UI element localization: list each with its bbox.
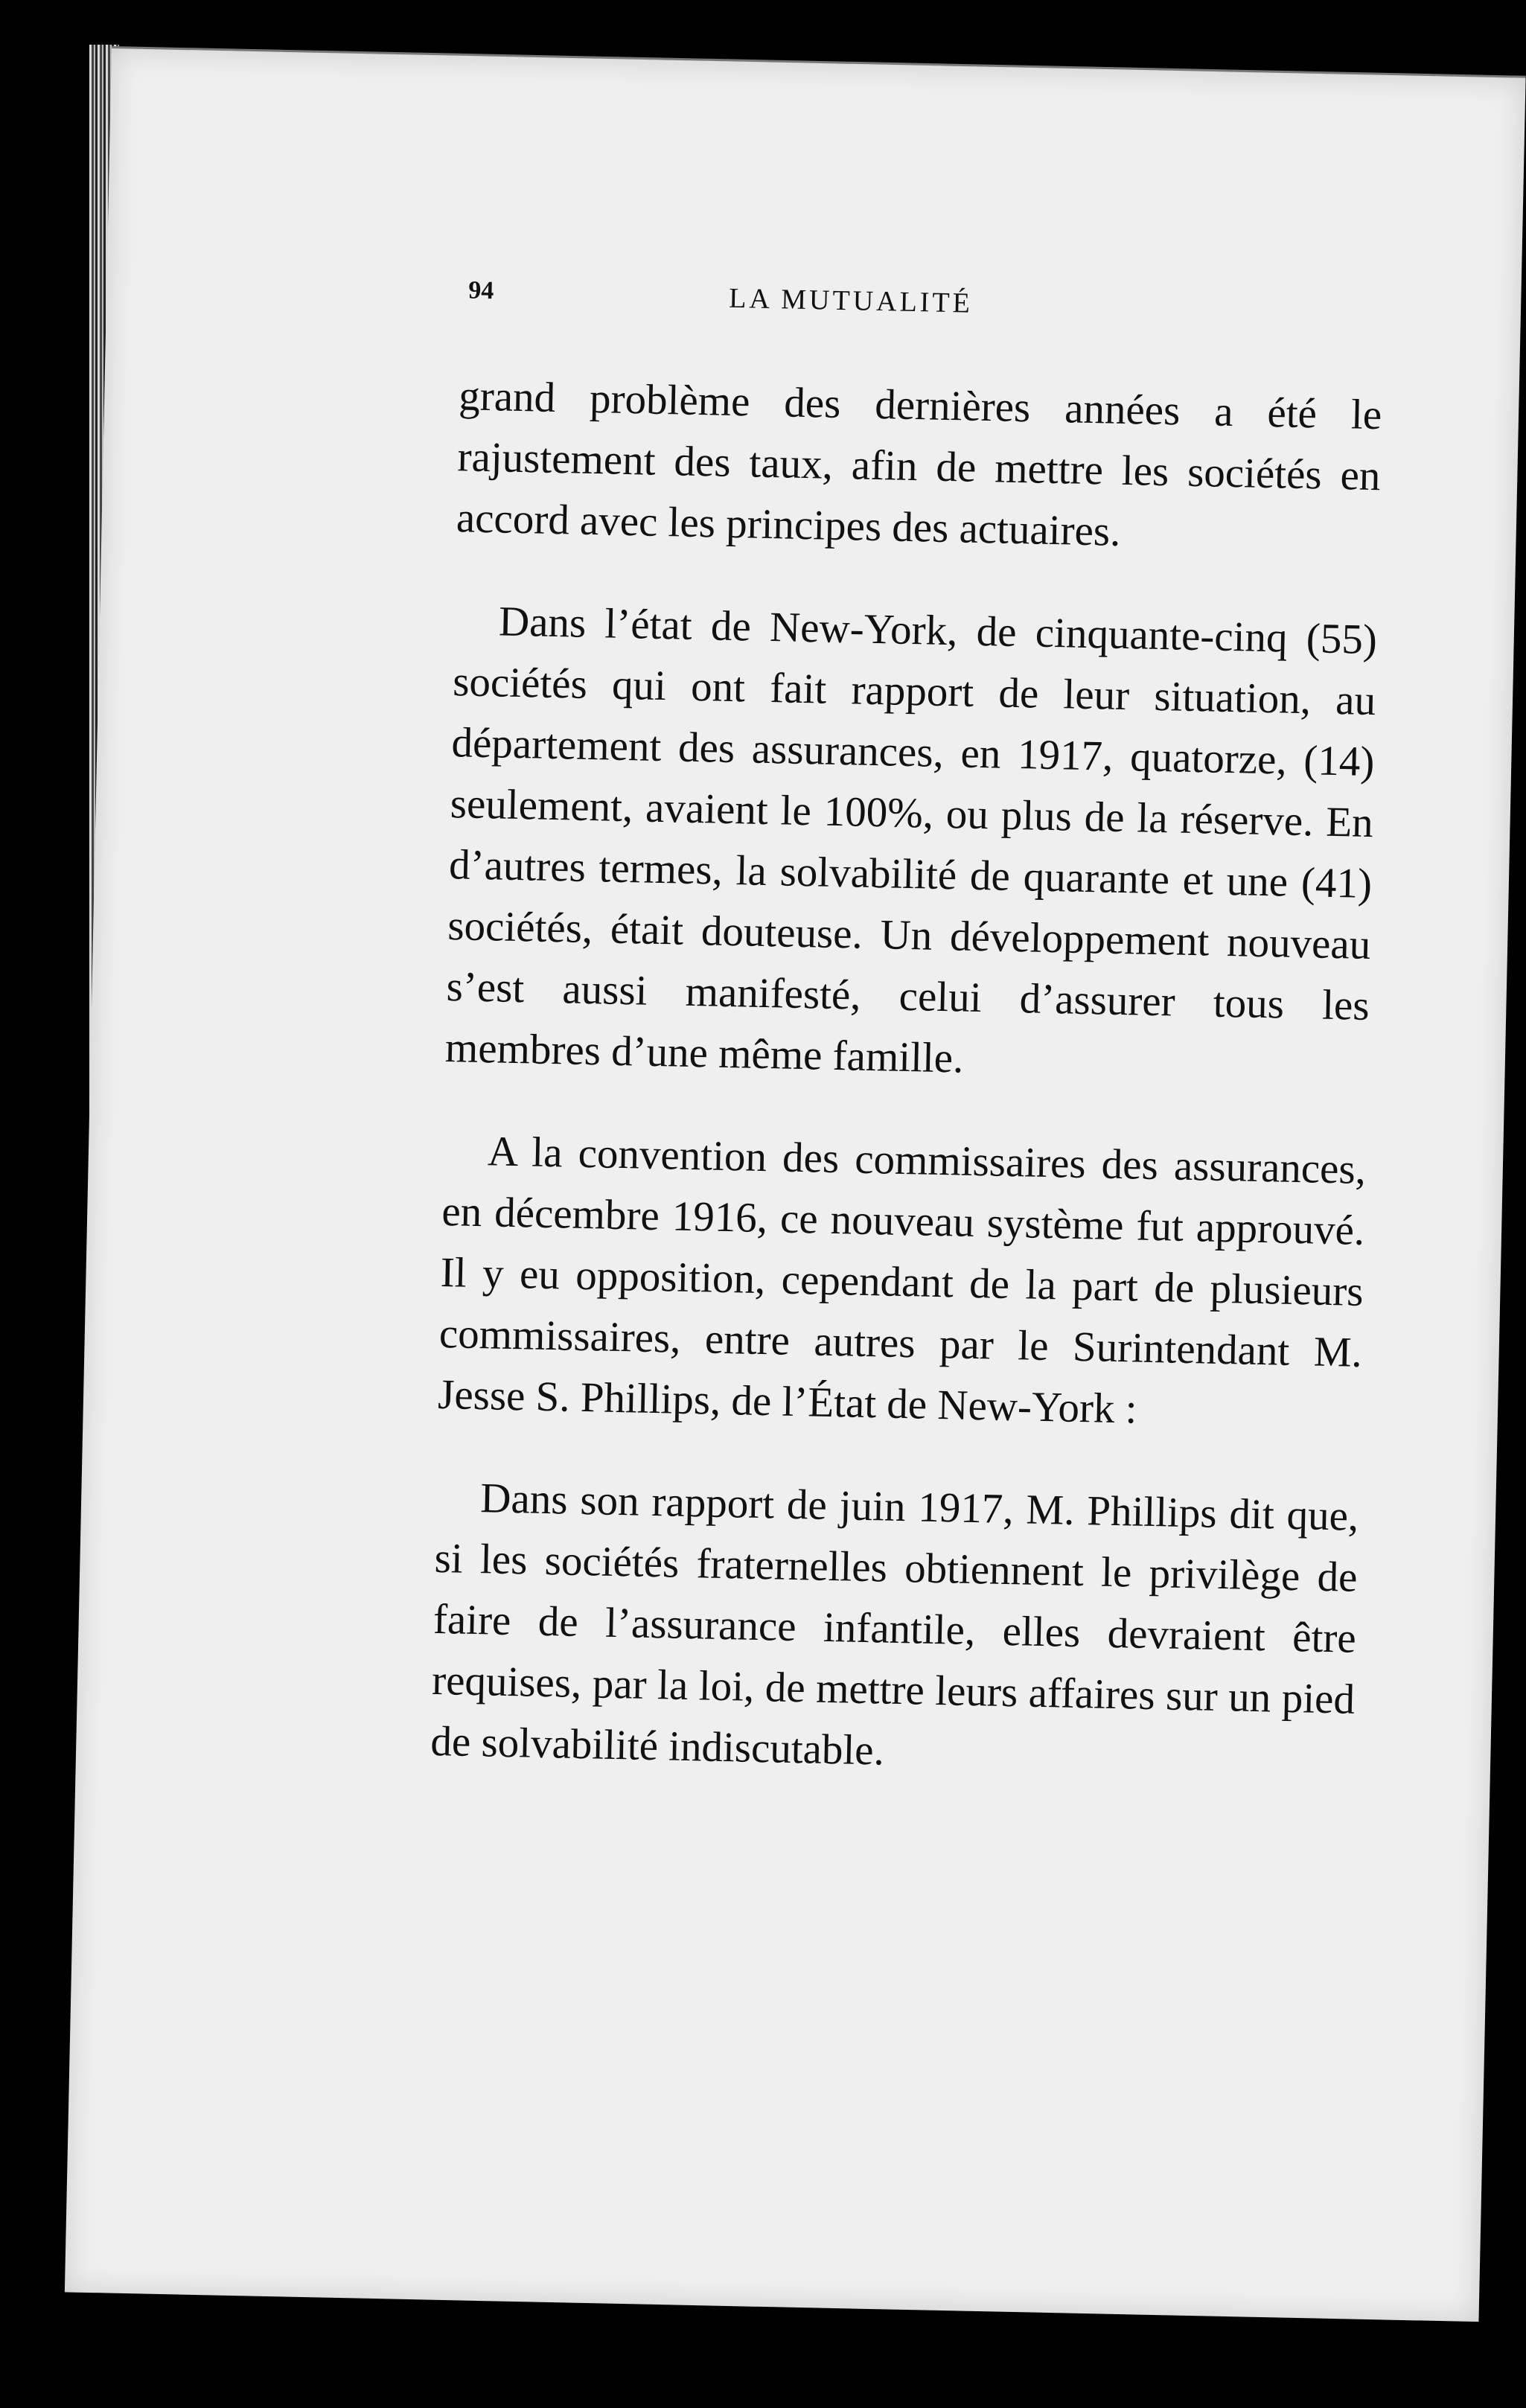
page-content bbox=[385, 268, 1385, 1833]
paragraph-1: grand problème des dernières années a été le rajustement des taux, afin de mettre les sociétés en accord avec les principes des actuaires. bbox=[456, 372, 1382, 555]
paragraph-2: Dans l’état de New-York, de cinquante-cinq (55) sociétés qui ont fait rapport de leur situation, au département des assurances, en 1917, quatorze, (14) seulement, avaient le 100%, ou plus de la réserve. En d’autres termes, la solvabilité de quarante et une (41) sociétés, était douteuse. Un développement nouveau s’est aussi manifesté, celui d’assurer tous les membres d’une même famille. bbox=[444, 598, 1378, 1082]
paragraph-3: A la convention des commissaires des assurances, en décembre 1916, ce nouveau système fut approuvé. Il y eu opposition, cependant de la part de plusieurs commissaires, entre autres par le Surintendant M. Jesse S. Phillips, de l’État de New-York : bbox=[437, 1128, 1367, 1433]
page-number: 94 bbox=[468, 276, 494, 305]
paragraph-4: Dans son rapport de juin 1917, M. Phillips dit que, si les sociétés fraternelles obtiennent le privilège de faire de l’assurance infantile, elles devraient être requises, par la loi, de mettre leurs affaires sur un pied de solvabilité indiscutable. bbox=[430, 1475, 1359, 1775]
running-title: LA MUTUALITÉ bbox=[728, 282, 974, 319]
